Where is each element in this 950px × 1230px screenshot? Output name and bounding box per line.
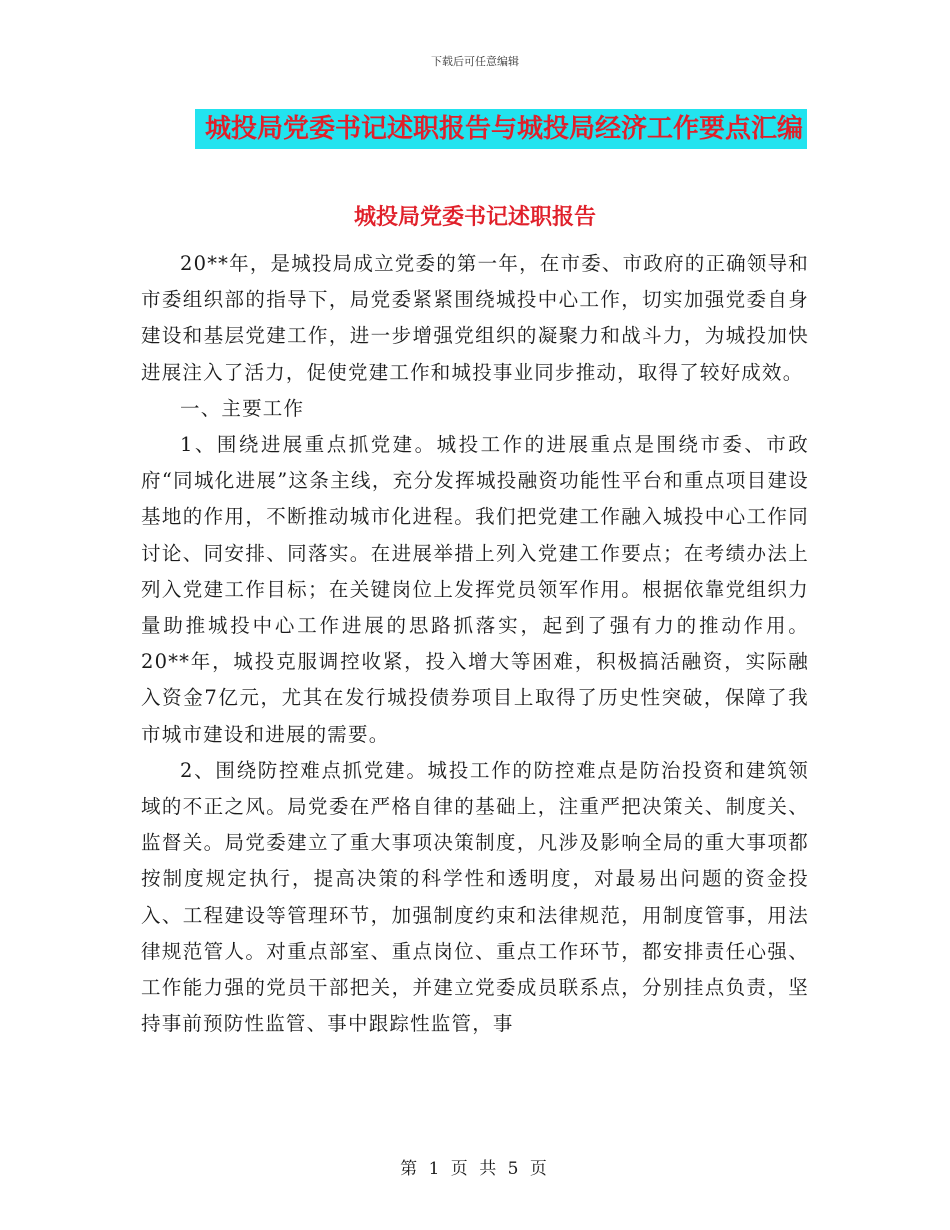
header-note: 下载后可任意编辑 [431,55,519,68]
section-heading: 一、主要工作 [180,396,305,420]
paragraph-intro: 20**年，是城投局成立党委的第一年，在市委、市政府的正确领导和市委组织部的指导下，局党委紧紧围绕城投中心工作，切实加强党委自身建设和基层党建工作，进一步增强党组织的凝聚力和战斗力，为城投加快进展注入了活力，促使党建工作和城投事业同步推动，取得了较好成效。 [141,252,809,384]
document-sub-title: 城投局党委书记述职报告 [353,205,596,230]
paragraph-item-2: 2、围绕防控难点抓党建。城投工作的防控难点是防治投资和建筑领域的不正之风。局党委在严格自律的基础上，注重严把决策关、制度关、监督关。局党委建立了重大事项决策制度，凡涉及影响全局的重大事项都按制度规定执行，提高决策的科学性和透明度，对最易出问题的资金投入、工程建设等管理环节，加强制度约束和法律规范，用制度管事，用法律规范管人。对重点部室、重点岗位、重点工作环节，都安排责任心强、工作能力强的党员干部把关，并建立党委成员联系点，分别挂点负责，坚持事前预防性监管、事中跟踪性监管，事 [141,758,809,1036]
paragraph-item-1: 1、围绕进展重点抓党建。城投工作的进展重点是围绕市委、市政府“同城化进展”这条主线，充分发挥城投融资功能性平台和重点项目建设基地的作用，不断推动城市化进程。我们把党建工作融入城投中心工作同讨论、同安排、同落实。在进展举措上列入党建工作要点；在考绩办法上列入党建工作目标；在关键岗位上发挥党员领军作用。根据依靠党组织力量助推城投中心工作进展的思路抓落实，起到了强有力的推动作用。20**年，城投克服调控收紧，投入增大等困难，积极搞活融资，实际融入资金7亿元，尤其在发行城投债券项目上取得了历史性突破，保障了我市城市建设和进展的需要。 [141,433,809,746]
document-main-title [0,109,950,149]
main-title-text: 城投局党委书记述职报告与城投局经济工作要点汇编 [195,109,807,149]
page-number: 第 1 页 共 5 页 [400,1159,550,1179]
document-body [141,246,809,1042]
